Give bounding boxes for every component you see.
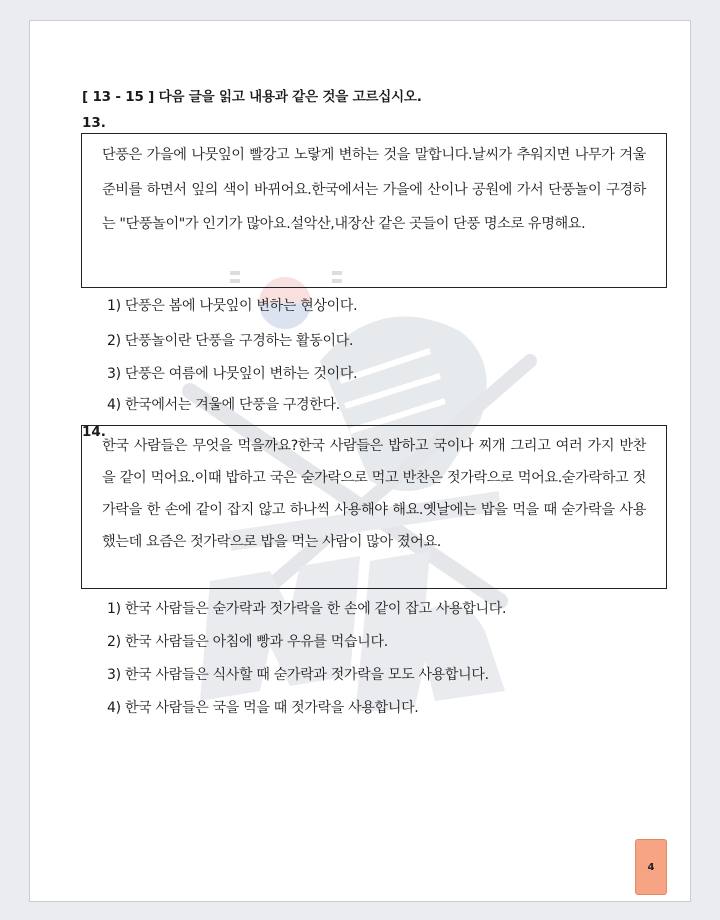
answer-option: 2) 단풍놀이란 단풍을 구경하는 활동이다. [107, 333, 354, 349]
answer-option: 3) 단풍은 여름에 나뭇잎이 변하는 것이다. [107, 366, 358, 382]
passage-box [81, 133, 667, 288]
answer-option: 4) 한국에서는 겨울에 단풍을 구경한다. [107, 397, 340, 413]
question-number: 14. [82, 424, 106, 440]
passage-box [81, 425, 667, 589]
question-number: 13. [82, 115, 106, 131]
answer-option: 1) 단풍은 봄에 나뭇잎이 변하는 현상이다. [107, 298, 358, 314]
passage-text: 한국 사람들은 무엇을 먹을까요?한국 사람들은 밥하고 국이나 찌개 그리고 여러 가지 반찬을 같이 먹어요.이때 밥하고 국은 숟가락으로 먹고 반찬은 젓가락으로 먹어요.숟가락하고 젓가락을 한 손에 같이 잡지 않고 하나씩 사용해야 해요.옛날에는 밥을 먹을 때 숟가락을 사용했는데 요즘은 젓가락으로 밥을 먹는 사람이 많아 졌어요. [102, 438, 646, 550]
document-page [29, 20, 691, 902]
answer-option: 3) 한국 사람들은 식사할 때 숟가락과 젓가락을 모도 사용합니다. [107, 667, 489, 683]
passage-text: 단풍은 가을에 나뭇잎이 빨강고 노랗게 변하는 것을 말합니다.날씨가 추워지면 나무가 겨울 준비를 하면서 잎의 색이 바뀌어요.한국에서는 가을에 산이나 공원에 가서 단풍놀이 구경하는 "단풍놀이"가 인기가 많아요.설악산,내장산 같은 곳들이 단풍 명소로 유명해요. [102, 147, 646, 232]
page-number: 4 [635, 839, 667, 895]
section-instruction: [ 13 - 15 ] 다음 글을 읽고 내용과 같은 것을 고르십시오. [82, 89, 422, 105]
answer-option: 1) 한국 사람들은 숟가락과 젓가락을 한 손에 같이 잡고 사용합니다. [107, 601, 507, 617]
answer-option: 4) 한국 사람들은 국을 먹을 때 젓가락을 사용합니다. [107, 700, 419, 716]
answer-option: 2) 한국 사람들은 아침에 빵과 우유를 먹습니다. [107, 634, 388, 650]
